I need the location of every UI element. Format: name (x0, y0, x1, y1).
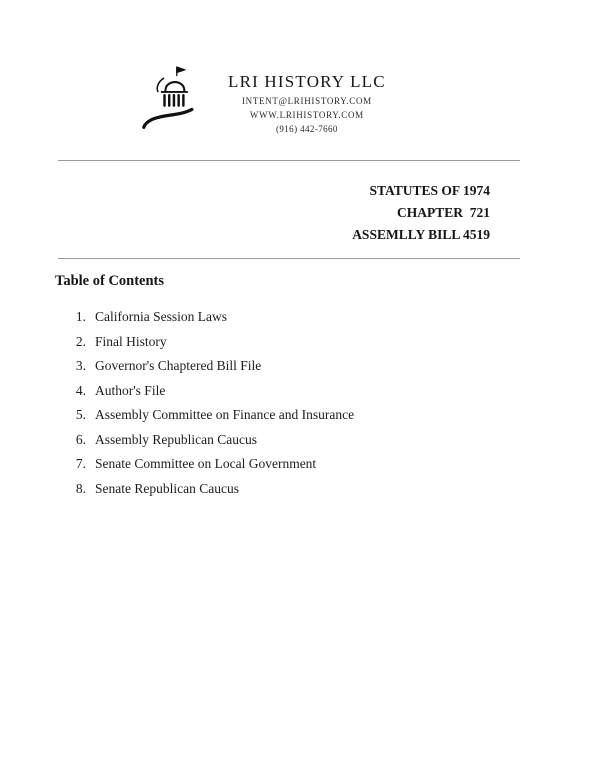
toc-item (66, 358, 354, 374)
assembly-bill-line: ASSEMLLY BILL 4519 (352, 227, 490, 242)
toc-item (66, 481, 354, 497)
toc-heading: Table of Contents (55, 273, 165, 289)
company-phone: (916) 442-7660 (275, 124, 338, 134)
toc-item (66, 383, 354, 399)
letterhead-text (228, 62, 386, 134)
toc-item-label: Final History (95, 333, 167, 349)
divider-top (58, 160, 520, 161)
company-website: WWW.LRIHISTORY.COM (249, 110, 364, 120)
toc-item-number: 7. (75, 456, 86, 471)
letterhead (140, 62, 386, 138)
company-email: INTENT@LRIHISTORY.COM (241, 96, 372, 106)
toc-item-number: 8. (75, 480, 86, 496)
statutes-line: STATUTES OF 1974 (369, 183, 490, 198)
divider-bottom (58, 258, 520, 259)
chapter-line: CHAPTER 721 (396, 205, 490, 220)
toc-item (66, 407, 354, 423)
toc-item-label: Senate Committee on Local Government (95, 456, 317, 471)
capitol-logo-icon (140, 62, 206, 138)
toc-item (66, 456, 354, 472)
company-name: LRI HISTORY LLC (228, 72, 386, 91)
toc-item-label: Senate Republican Caucus (95, 480, 239, 496)
toc-list (66, 309, 354, 505)
toc-item-label: California Session Laws (95, 309, 227, 324)
toc-item-number: 4. (75, 382, 86, 398)
toc-item-number: 6. (75, 431, 86, 447)
toc-item (66, 309, 354, 325)
toc-item-number: 1. (75, 309, 86, 324)
toc-item (66, 432, 354, 448)
toc-item (66, 334, 354, 350)
toc-item-label: Governor's Chaptered Bill File (95, 358, 262, 373)
bill-header (352, 180, 490, 246)
toc-item-number: 2. (75, 333, 86, 349)
toc-item-number: 5. (75, 407, 86, 422)
toc-item-label: Assembly Committee on Finance and Insurance (95, 407, 355, 422)
toc-item-label: Assembly Republican Caucus (95, 431, 257, 447)
toc-item-number: 3. (75, 358, 86, 373)
toc-item-label: Author's File (95, 382, 166, 398)
